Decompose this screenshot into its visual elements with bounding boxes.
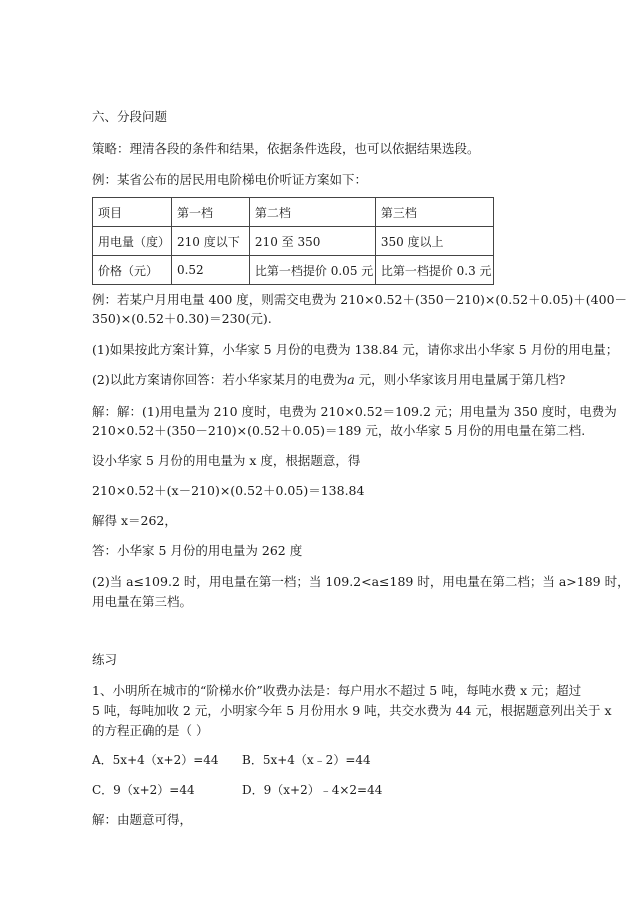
table-cell: 210 至 350	[249, 227, 375, 256]
example-intro: 例：某省公布的居民用电阶梯电价听证方案如下：	[92, 172, 368, 187]
table-header-cell: 第三档	[375, 198, 493, 227]
table-row	[93, 227, 494, 256]
practice-answer-intro: 解：由题意可得，	[92, 812, 193, 827]
section-title: 六、分段问题	[92, 109, 168, 124]
price-table	[92, 197, 494, 285]
table-cell: 210 度以下	[171, 227, 249, 256]
solution-answer: 答：小华家 5 月份的用电量为 262 度	[92, 543, 303, 558]
table-header-row	[93, 198, 494, 227]
solution-line-3: 设小华家 5 月份的用电量为 x 度，根据题意，得	[92, 453, 361, 468]
solution-part-2-line-2: 用电量在第三档。	[92, 594, 193, 609]
table-header-cell: 第一档	[171, 198, 249, 227]
question-2-text: (2)以此方案请你回答：若小华家某月的电费为	[92, 372, 348, 387]
example-calc-line-1: 例：若某户月用电量 400 度，则需交电费为 210×0.52＋(350－210)×(0.52＋0.05)＋(400－	[92, 292, 628, 307]
practice-question-line-1: 1、小明所在城市的“阶梯水价”收费办法是：每户用水不超过 5 吨，每吨水费 x 元；超过	[92, 683, 582, 698]
question-2	[92, 372, 565, 388]
solution-part-2-line-1: (2)当 a≤109.2 时，用电量在第一档；当 109.2<a≤189 时，用电量在第二档；当 a>189 时，	[92, 574, 630, 589]
practice-question-line-2: 5 吨，每吨加收 2 元，小明家今年 5 月份用水 9 吨，共交水费为 44 元，根据题意列出关于 x	[92, 703, 612, 718]
example-calc-line-2: 350)×(0.52＋0.30)＝230(元).	[92, 311, 272, 326]
table-cell: 350 度以上	[375, 227, 493, 256]
table-header-cell: 项目	[93, 198, 172, 227]
question-1: (1)如果按此方案计算，小华家 5 月份的电费为 138.84 元，请你求出小华家 5 月份的用电量；	[92, 342, 619, 357]
variable-a: a	[347, 372, 355, 387]
option-b: B．5x+4（x﹣2）=44	[242, 753, 371, 767]
strategy-text: 策略：理清各段的条件和结果，依据条件选段，也可以依据结果选段。	[92, 141, 480, 156]
table-cell: 比第一档提价 0.05 元	[249, 256, 375, 285]
solution-line-2: 210×0.52＋(350－210)×(0.52＋0.05)＝189 元，故小华家 5 月份的用电量在第二档.	[92, 423, 586, 438]
table-cell: 0.52	[171, 256, 249, 285]
table-cell: 比第一档提价 0.3 元	[375, 256, 493, 285]
option-a: A．5x+4（x+2）=44	[92, 753, 219, 767]
table-row	[93, 256, 494, 285]
table-cell: 用电量（度）	[93, 227, 172, 256]
option-d: D．9（x+2）﹣4×2=44	[242, 783, 383, 797]
practice-title: 练习	[92, 652, 118, 667]
table-cell: 价格（元）	[93, 256, 172, 285]
question-2-text: 元，则小华家该月用电量属于第几档?	[354, 372, 566, 387]
table-header-cell: 第二档	[249, 198, 375, 227]
option-c: C．9（x+2）=44	[92, 783, 195, 797]
solution-equation: 210×0.52＋(x－210)×(0.52＋0.05)＝138.84	[92, 483, 365, 498]
practice-question-line-3: 的方程正确的是（ ）	[92, 723, 209, 738]
solution-line-1: 解：解：(1)用电量为 210 度时，电费为 210×0.52＝109.2 元；用电量为 350 度时，电费为	[92, 404, 617, 419]
solution-result: 解得 x＝262，	[92, 513, 177, 528]
